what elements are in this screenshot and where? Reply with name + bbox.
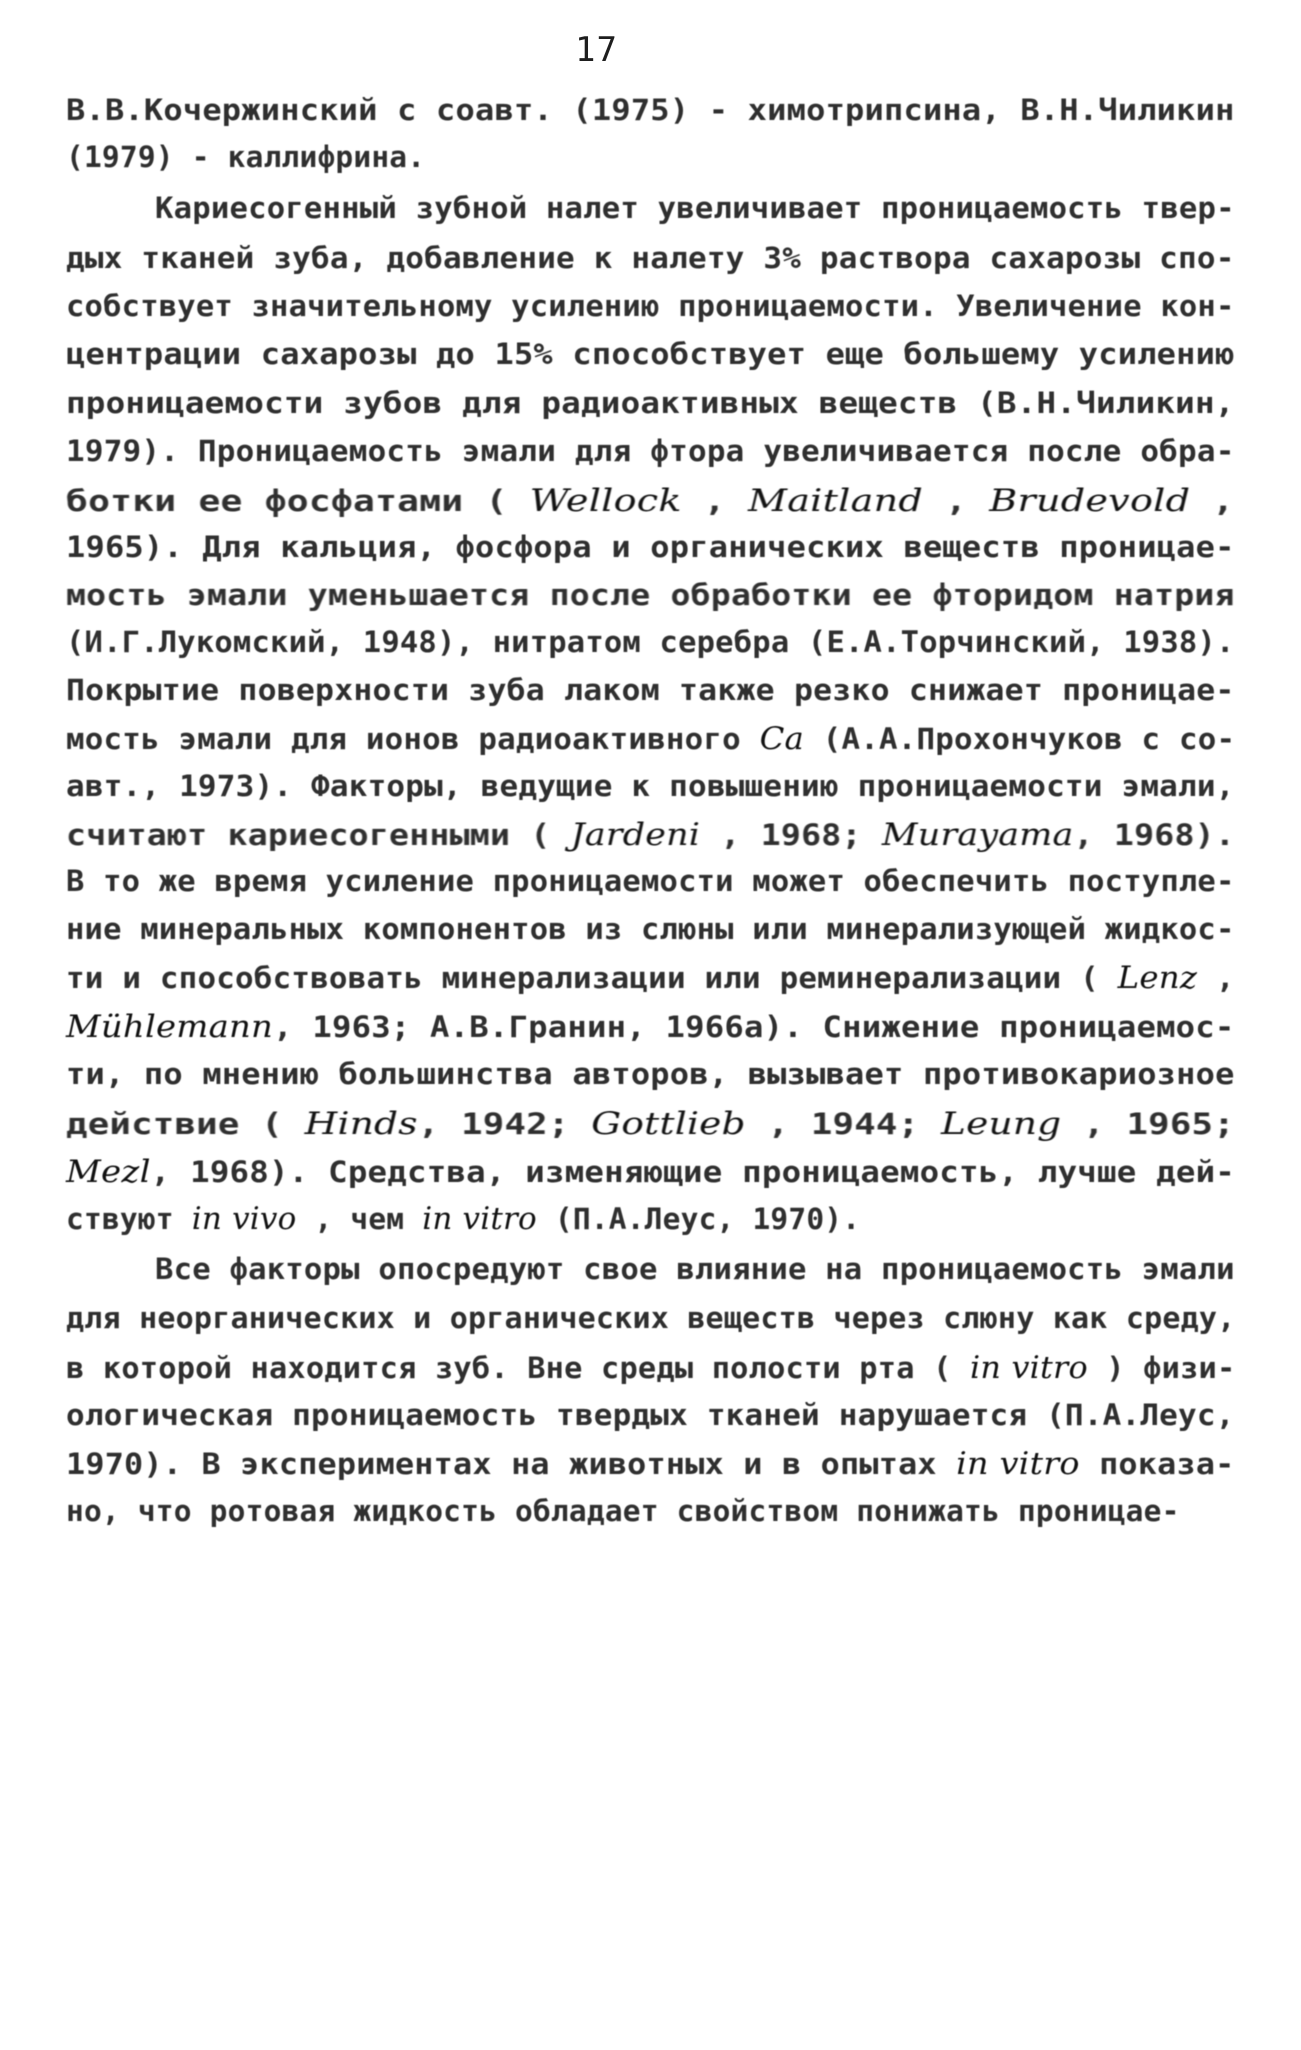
text-line: ологическая проницаемость твердых тканей нарушается (П.А.Леус, — [66, 1398, 1235, 1432]
text-line: для неорганических и органических веществ через слюну как среду, — [66, 1301, 1236, 1335]
text-line: Кариесогенный зубной налет увеличивает проницаемость твер- — [155, 191, 1235, 225]
text-line: ствуют in vivo , чем in vitro (П.А.Леус, 1970). — [66, 1201, 861, 1237]
text-line: считают кариесогенными ( Jardeni , 1968; Murayama, 1968). — [66, 817, 1236, 853]
handwritten-insert: in vivo — [191, 1201, 297, 1237]
text-line: дых тканей зуба, добавление к налету 3% раствора сахарозы спо- — [66, 241, 1235, 275]
handwritten-insert: Ca — [759, 721, 805, 757]
handwritten-insert: Mezl — [66, 1154, 151, 1190]
handwritten-insert: Hinds — [304, 1106, 418, 1142]
handwritten-insert: Lenz — [1117, 960, 1198, 996]
text-line: но, что ротовая жидкость обладает свойством понижать проницае- — [66, 1494, 1180, 1528]
handwritten-insert: Mühlemann — [66, 1009, 274, 1045]
text-line: авт., 1973). Факторы, ведущие к повышению проницаемости эмали, — [66, 769, 1235, 803]
handwritten-insert: Murayama — [881, 817, 1074, 853]
text-line: Покрытие поверхности зуба лаком также резко снижает проницае- — [66, 673, 1235, 707]
handwritten-insert: Jardeni — [570, 817, 701, 853]
text-line: 1979). Проницаемость эмали для фтора увеличивается после обра- — [66, 434, 1235, 468]
handwritten-insert: Leung — [940, 1106, 1062, 1142]
text-line: 1965). Для кальция, фосфора и органических веществ проницае- — [66, 530, 1235, 564]
text-line: мость эмали для ионов радиоактивного Ca (А.А.Прохончуков с со- — [66, 721, 1236, 757]
handwritten-insert: in vitro — [970, 1350, 1088, 1386]
text-line: Mezl, 1968). Средства, изменяющие проницаемость, лучше дей- — [66, 1154, 1236, 1190]
text-line: ботки ее фосфатами ( Wellock , Maitland , Brudevold , — [66, 483, 1235, 519]
text-line: собствует значительному усилению проницаемости. Увеличение кон- — [66, 289, 1235, 323]
text-line: (1979) - каллифрина. — [66, 140, 426, 174]
text-line: действие ( Hinds, 1942; Gottlieb , 1944; Leung , 1965; — [66, 1106, 1235, 1142]
text-line: Все факторы опосредуют свое влияние на проницаемость эмали — [155, 1252, 1235, 1286]
text-line: В то же время усиление проницаемости может обеспечить поступле- — [66, 864, 1235, 898]
text-line: в которой находится зуб. Вне среды полости рта ( in vitro ) физи- — [66, 1350, 1236, 1386]
text-line: мость эмали уменьшается после обработки ее фторидом натрия — [66, 578, 1235, 612]
text-line: проницаемости зубов для радиоактивных веществ (В.Н.Чиликин, — [66, 386, 1235, 420]
text-line: ти и способствовать минерализации или реминерализации ( Lenz , — [66, 960, 1235, 996]
handwritten-insert: Maitland — [747, 483, 924, 519]
handwritten-insert: in vitro — [956, 1446, 1080, 1482]
text-line: 1970). В экспериментах на животных и в опытах in vitro показа- — [66, 1446, 1235, 1482]
text-line: (И.Г.Лукомский, 1948), нитратом серебра (Е.А.Торчинский, 1938). — [66, 625, 1235, 659]
text-line: В.В.Кочержинский с соавт. (1975) - химотрипсина, В.Н.Чиликин — [66, 93, 1235, 127]
page-number: 17 — [575, 30, 618, 70]
text-line: Mühlemann, 1963; А.В.Гранин, 1966а). Снижение проницаемос- — [66, 1009, 1235, 1045]
handwritten-insert: in vitro — [422, 1201, 537, 1237]
text-line: ние минеральных компонентов из слюны или минерализующей жидкос- — [66, 912, 1235, 946]
text-line: центрации сахарозы до 15% способствует еще большему усилению — [66, 337, 1235, 371]
handwritten-insert: Brudevold — [989, 483, 1191, 519]
handwritten-insert: Wellock — [529, 483, 682, 519]
handwritten-insert: Gottlieb — [591, 1106, 746, 1142]
text-line: ти, по мнению большинства авторов, вызывает противокариозное — [66, 1057, 1235, 1091]
